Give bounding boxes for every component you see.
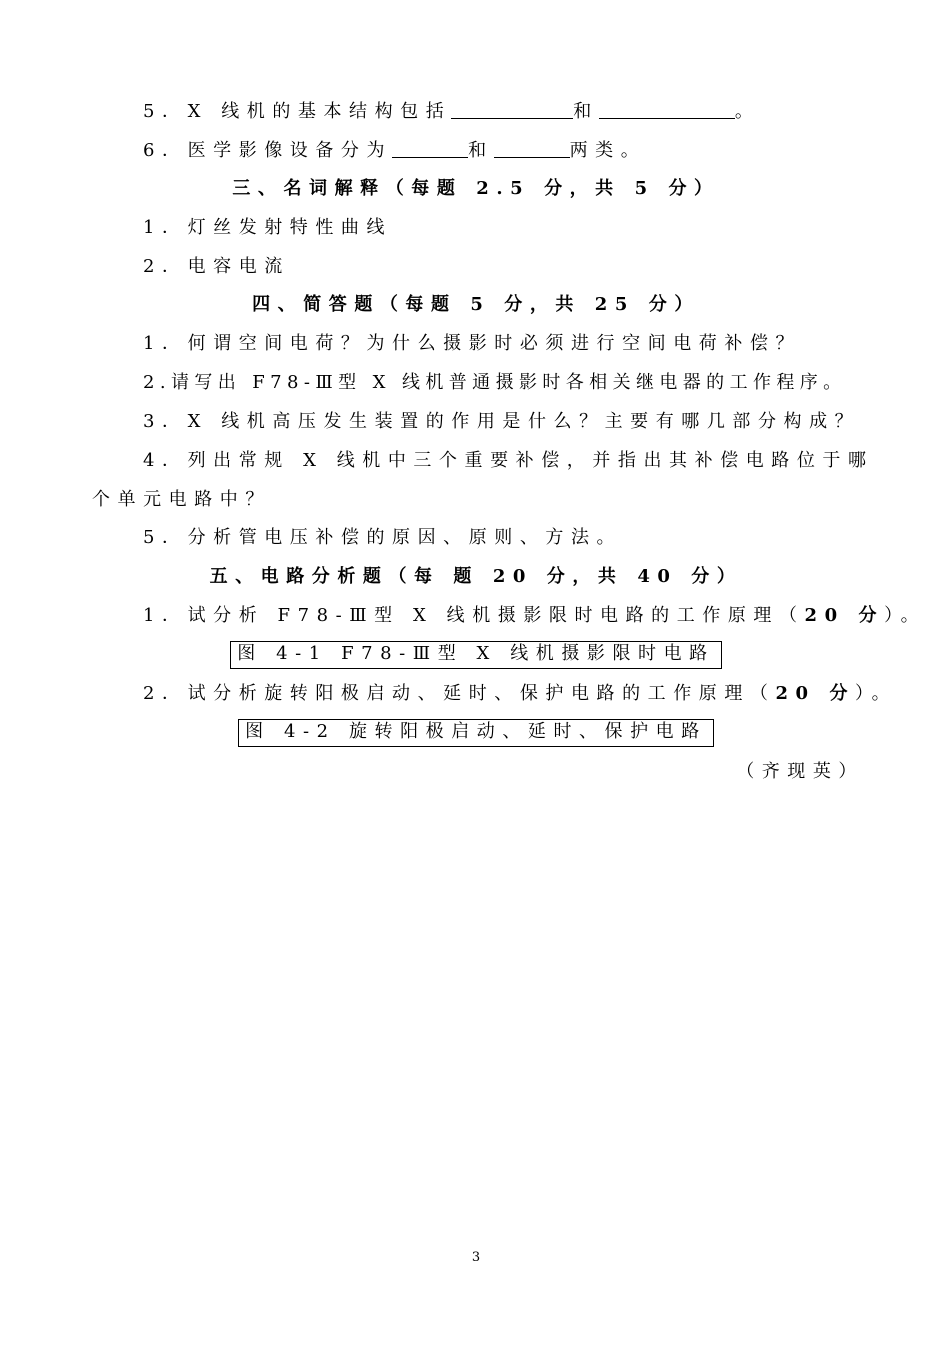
answer-blank[interactable] [494,139,570,158]
question-5-and: 和 [573,101,599,122]
section-4-item: 5．分析管电压补偿的原因、原则、方法。 [143,527,623,548]
score: 20 分 [804,605,885,626]
question-end: ）。 [884,605,927,626]
section-5-question-1 [143,604,952,628]
figure-caption-2-row [0,719,952,747]
author: （齐现英） [736,761,864,782]
question-6-and: 和 [468,140,494,161]
question-6 [143,139,952,163]
section-3-item: 2．电容电流 [143,256,290,277]
answer-blank[interactable] [451,100,573,119]
section-3-item: 1．灯丝发射特性曲线 [143,217,393,238]
question-6-text: 6．医学影像设备分为 [143,140,393,161]
question-text: 2．试分析旋转阳极启动、延时、保护电路的工作原理（ [143,683,776,704]
question-end: ）。 [855,683,898,704]
section-3-heading: 三、名词解释（每题 2.5 分，共 5 分） [232,178,720,199]
section-4-item: 3．X 线机高压发生装置的作用是什么？主要有哪几部分构成？ [143,411,861,432]
section-4-heading: 四、简答题（每题 5 分，共 25 分） [252,294,700,315]
question-5 [143,100,952,124]
question-5-end: 。 [734,101,761,122]
answer-blank[interactable] [599,100,735,119]
question-5-text: 5．X 线机的基本结构包括 [143,101,452,122]
answer-blank[interactable] [392,139,468,158]
section-4-item: 1．何谓空间电荷？为什么摄影时必须进行空间电荷补偿？ [143,333,802,354]
section-5-question-2 [143,682,952,706]
section-4-item-continued: 个单元电路中？ [92,489,271,510]
page-number: 3 [471,1250,481,1265]
section-5-heading: 五、电路分析题（每 题 20 分，共 40 分） [209,566,743,587]
figure-caption-1: 图 4-1 F78-Ⅲ型 X 线机摄影限时电路 [230,641,721,669]
question-6-end: 两类。 [569,140,647,161]
section-4-item: 4．列出常规 X 线机中三个重要补偿，并指出其补偿电路位于哪 [143,450,874,471]
section-4-item: 2.请写出 F78-Ⅲ型 X 线机普通摄影时各相关继电器的工作程序。 [143,372,847,393]
figure-caption-2: 图 4-2 旋转阳极启动、延时、保护电路 [238,719,714,747]
question-text: 1．试分析 F78-Ⅲ型 X 线机摄影限时电路的工作原理（ [143,605,805,626]
figure-caption-1-row [0,641,952,669]
score: 20 分 [775,683,856,704]
